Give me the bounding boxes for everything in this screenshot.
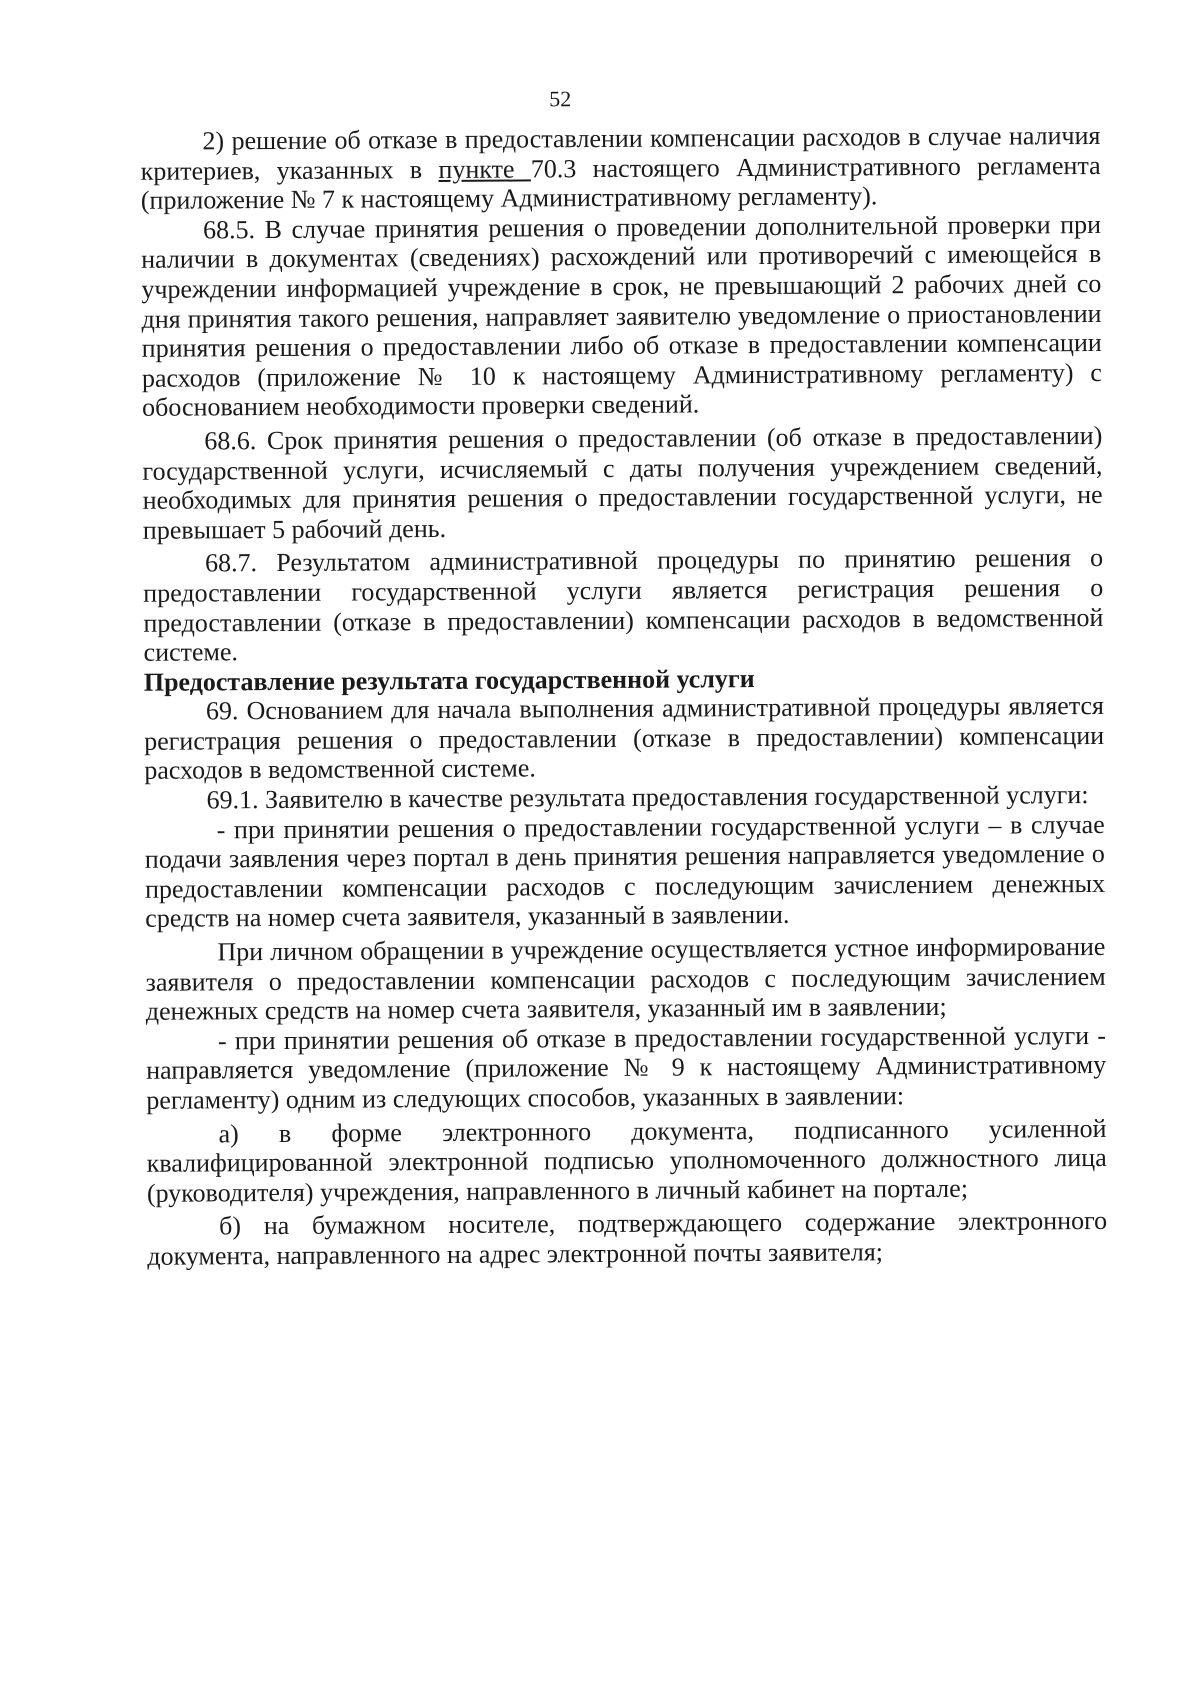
paragraph-68-7: 68.7. Результатом административной процедуры по принятию решения о предоставлении государственной услуги является регистрация решения о предоставлении (отказе в предоставлении) компенсации расходов в ведомственной системе. [143,543,1104,667]
paragraph-68-5: 68.5. В случае принятия решения о проведении дополнительной проверки при наличии в документах (сведениях) расхождений или противоречий с имеющейся в учреждении информацией учреждение в срок, не превышающий 2 рабочих дней со дня принятия такого решения, направляет заявителю уведомление о приостановлении принятия решения о предоставлении либо об отказе в предоставлении компенсации расходов (приложение № 10 к настоящему Административному регламенту) с обоснованием необходимости проверки сведений. [141,209,1103,423]
paragraph-text: 70.3 настоящего Административного регламента (приложение № 7 к настоящему Административному регламенту). [140,150,1101,215]
paragraph-69: 69. Основанием для начала выполнения административной процедуры является регистрация решения о предоставлении (отказе в предоставлении) компенсации расходов в ведомственной системе. [144,691,1105,786]
section-heading: Предоставление результата государственной услуги [143,663,755,697]
list-item-option-a: а) в форме электронного документа, подписанного усиленной квалифицированной электронной подписью уполномоченного должностного лица (руководителя) учреждения, направленного в личный кабинет на портале; [146,1113,1107,1208]
list-item-refusal: - при принятии решения об отказе в предоставлении государственной услуги - направляется уведомление (приложение № 9 к настоящему Административному регламенту) одним из следующих способов, указанных в заявлении: [146,1020,1107,1115]
list-item-approval: - при принятии решения о предоставлении государственной услуги – в случае подачи заявления через портал в день принятия решения направляется уведомление о предоставлении компенсации расходов с последующим зачислением денежных средств на номер счета заявителя, указанный в заявлении. [144,809,1106,934]
list-item-option-b: б) на бумажном носителе, подтверждающего содержание электронного документа, направленного на адрес электронной почты заявителя; [147,1206,1108,1271]
paragraph-2-refusal-decision [140,121,1101,216]
clause-reference-link[interactable]: пункте [438,154,531,184]
paragraph-69-1: 69.1. Заявителю в качестве результата предоставления государственной услуги: [206,780,1089,815]
page-number: 52 [549,86,572,112]
paragraph-personal-visit: При личном обращении в учреждение осуществляется устное информирование заявителя о предоставлении компенсации расходов с последующим зачислением денежных средств на номер счета заявителя, указанный им в заявлении; [145,931,1106,1027]
paragraph-68-6: 68.6. Срок принятия решения о предоставлении (об отказе в предоставлении) государственной услуги, исчисляемый с даты получения учреждением сведений, необходимых для принятия решения о предоставлении государственной услуги, не превышает 5 рабочий день. [142,420,1103,545]
document-body [140,121,1107,1271]
paragraph-text: 2) решение об отказе в предоставлении компенсации расходов в случае наличия критериев, указанных в [140,120,1101,186]
